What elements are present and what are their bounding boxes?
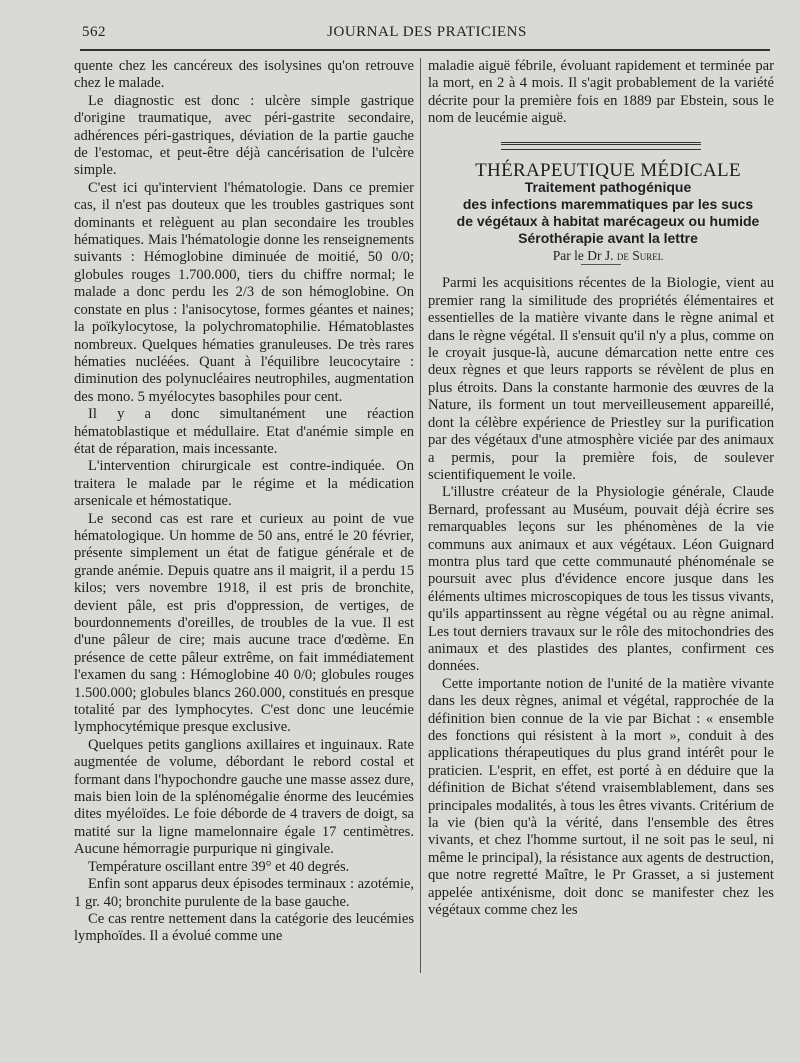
section-rule-thin (501, 149, 701, 150)
page-number: 562 (82, 24, 106, 40)
section-rule (501, 142, 701, 145)
body-paragraph: Parmi les acquisitions récentes de la Biologie, vient au premier rang la similitude des propriétés élémentaires et essentielles de la matière vivante dans le règne animal et dans le règne végétal. Il s'ensuit qu'il n'y a plus, comme on le croyait jusque-là, aucune démarcation nette entre ces deux règnes et que leurs rapports se révèlent de plus en plus étroits. Dans la constante harmonie des œuvres de la Nature, ils forment un tout merveilleusement appareillé, dont la célèbre expérience de Priestley sur la purification par des végétaux d'une atmosphère viciée par des animaux a permis, pour la première fois, de soulever scientifiquement le voile. (428, 275, 774, 483)
left-paragraph: quente chez les cancéreux des isolysines qu'on retrouve chez le malade. (74, 58, 414, 92)
body-paragraph: Cette importante notion de l'unité de la matière vivante dans les deux règnes, animal et végétal, rapprochée de la définition bien connue de la vie par Bichat : « ensemble des fonctions qui résistent à la mort », conduit à des applications thérapeutiques du plus grand intérêt pour le praticien. L'esprit, en effet, est porté à en déduire que la définition de Bichat s'étend vraisemblablement, dans ses principales modalités, à tous les êtres vivants. Critérium de la vie (bien qu'à la vérité, dans l'ensemble des êtres vivants, et chez l'homme surtout, il ne soit pas le seul, ni même le principal), la résistance aux agents de destruction, que notre regretté Maître, le Pr Grasset, a si justement appelée antixénisme, doit donc se manifester chez les végétaux comme chez les (428, 675, 774, 919)
column-divider (420, 58, 421, 973)
left-column (74, 58, 414, 946)
byline (428, 247, 774, 264)
article-title-line: des infections maremmatiques par les sucs (462, 196, 754, 213)
left-paragraph: Enfin sont apparus deux épisodes terminaux : azotémie, 1 gr. 40; bronchite purulente de la base gauche. (74, 876, 414, 910)
body-paragraph: L'illustre créateur de la Physiologie générale, Claude Bernard, professant au Muséum, pouvait déjà écrire ses remarquables leçons sur les phénomènes de la vie communs aux animaux et aux végétaux. Léon Guignard montra plus tard que cette communauté phénoménale se poursuit avec plus d'évidence encore jusque dans les éléments ultimes microscopiques de tous les tissus vivants, qu'ils appartinssent au règne végétal ou au règne animal. Les tout derniers travaux sur le rôle des mitochondries des animaux et des plastides des plantes, confirment ces données. (428, 484, 774, 675)
left-paragraph: Il y a donc simultanément une réaction hématoblastique et médullaire. Etat d'anémie simple en état de réparation, mais incessante. (74, 406, 414, 457)
journal-title: JOURNAL DES PRATICIENS (327, 24, 527, 40)
right-column (428, 58, 774, 919)
left-paragraph: Le diagnostic est donc : ulcère simple gastrique d'origine traumatique, avec péri-gastrite secondaire, adhérences péri-gastriques, déviation de la partie gauche de l'estomac, et peut-être déjà cancérisation de l'ulcère simple. (74, 92, 414, 179)
header-rule (80, 49, 770, 51)
left-paragraph: Ce cas rentre nettement dans la catégorie des leucémies lymphoïdes. Il a évolué comme une (74, 910, 414, 945)
left-paragraph: Température oscillant entre 39° et 40 degrés. (88, 858, 350, 875)
left-paragraph: Le second cas est rare et curieux au point de vue hématologique. Un homme de 50 ans, entré le 20 février, présente simplement un état de fatigue générale et de grande anémie. Depuis quatre ans il maigrit, il a perdu 15 kilos; vers novembre 1918, il est pris de bronchite, devient pâle, est pris d'oppression, de vertiges, de bourdonnements d'oreilles, de troubles de la vue. Il est d'une pâleur de cire; mais aucune trace d'œdème. En présence de cette pâleur extrême, on fait immédiatement l'examen du sang : Hémoglobine 40 0/0; globules rouges 1.500.000; globules blancs 260.000, constitués en presque totalité par des lymphocytes. C'est donc une leucémie lymphocytémique presque exclusive. (74, 510, 414, 736)
left-paragraph: C'est ici qu'intervient l'hématologie. Dans ce premier cas, il n'est pas douteux que les troubles gastriques sont dominants et relèguent au plan secondaire les troubles hématiques. Mais l'hématologie donne les renseignements suivants : Hémoglobine diminuée de moitié, 50 0/0; globules rouges 1.700.000, tiers du chiffre normal; le malade a donc perdu les 2/3 de son hémoglobine. On constate en plus : l'anisocytose, formes géantes et naines; la poïkylocytose, la polychromatophilie. Hématoblastes nombreux. Quelques hématies granuleuses. De très rares hématies nucléées. Quant à l'équilibre leucocytaire : diminution des polynucléaires neutrophiles, augmentation des mono. 5 myélocytes basophiles pour cent. (74, 179, 414, 405)
article-title-line: Traitement pathogénique (524, 179, 692, 196)
article-title-line: Sérothérapie avant la lettre (518, 230, 698, 247)
intro-paragraph: maladie aiguë fébrile, évoluant rapidement et terminée par la mort, en 2 à 4 mois. Il s'agit probablement de la variété décrite pour la première fois en 1889 par Ebstein, sous le nom de leucémie aiguë. (428, 58, 774, 127)
author-name: de Surel (616, 248, 664, 264)
left-paragraph: Quelques petits ganglions axillaires et inguinaux. Rate augmentée de volume, débordant le rebord costal et formant dans l'hypochondre gauche une masse assez dure, mais bien loin de la splénomégalie énorme des leucémies dites myéloïdes. Le foie déborde de 4 travers de doigt, sa matité sur la ligne mamelonnaire égale 17 centimètres. Aucune hémorragie purpurique ni gingivale. (74, 736, 414, 858)
left-paragraph: L'intervention chirurgicale est contre-indiquée. On traitera le malade par le régime et la médication arsenicale et hémostatique. (74, 458, 414, 510)
article-title-line: de végétaux à habitat marécageux ou humide (456, 213, 760, 230)
byline-prefix: Par le Dr J. (552, 248, 614, 264)
byline-rule (581, 264, 621, 265)
section-title: THÉRAPEUTIQUE MÉDICALE (475, 159, 741, 181)
running-header (82, 24, 772, 46)
